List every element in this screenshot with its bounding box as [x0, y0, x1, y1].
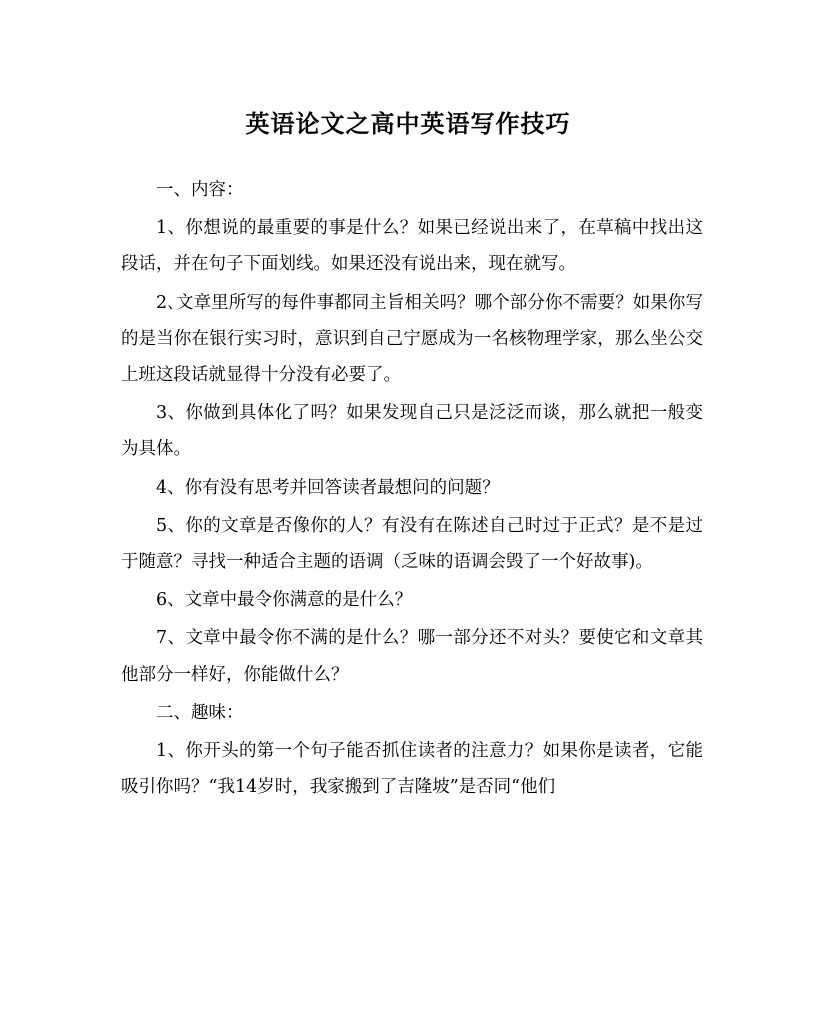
paragraph: 1、你想说的最重要的事是什么？如果已经说出来了，在草稿中找出这段话，并在句子下面划线。如果还没有说出来，现在就写。 — [121, 218, 703, 275]
document-title: 英语论文之高中英语写作技巧 — [245, 109, 571, 138]
paragraph: 6、文章中最令你满意的是什么？ — [156, 590, 413, 611]
paragraph: 2､文章里所写的每件事都同主旨相关吗？哪个部分你不需要？如果你写的是当你在银行实习时，意识到自己宁愿成为一名核物理学家，那么坐公交上班这段话就显得十分没有必要了。 — [121, 292, 703, 386]
section-heading-content: 一、内容： — [156, 180, 244, 200]
section-heading-interest: 二、趣味： — [156, 702, 244, 723]
paragraph: 5、你的文章是否像你的人？有没有在陈述自己时过于正式？是不是过于随意？寻找一种适合主题的语调（乏味的语调会毁了一个好故事)。 — [121, 515, 703, 573]
paragraph: 3、你做到具体化了吗？如果发现自己只是泛泛而谈，那么就把一般变为具体。 — [121, 403, 703, 460]
paragraph: 4、你有没有思考并回答读者最想问的问题？ — [156, 477, 500, 498]
document-body — [121, 172, 703, 807]
paragraph: 1、你开头的第一个句子能否抓住读者的注意力？如果你是读者，它能吸引你吗？“我14岁时，我家搬到了吉隆坡”是否同“他们 — [121, 741, 703, 798]
paragraph: 7、文章中最令你不满的是什么？哪一部分还不对头？要使它和文章其他部分一样好，你能做什么？ — [121, 628, 703, 685]
